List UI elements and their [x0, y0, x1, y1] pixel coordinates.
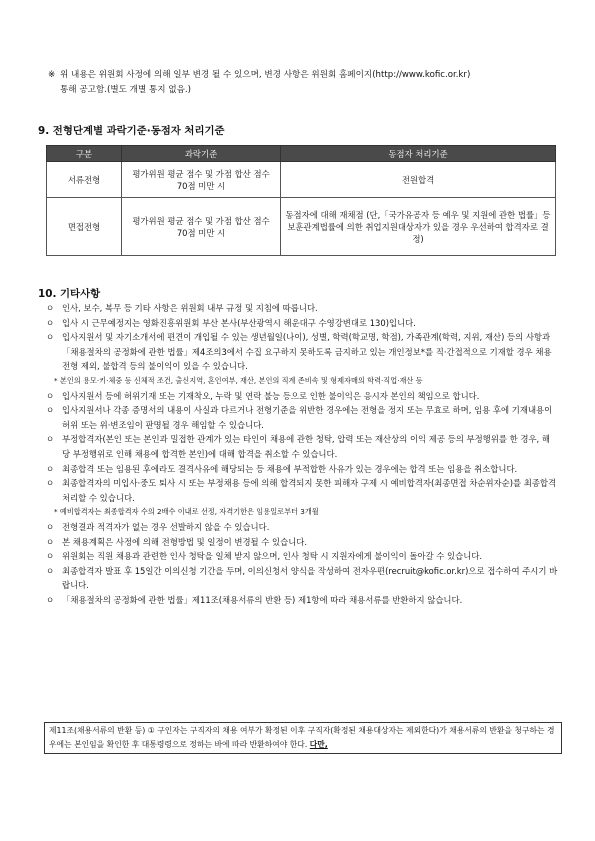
bullet: ㅇ — [46, 478, 55, 489]
list-item-text: 본 채용계획은 사정에 의해 전형방법 및 일정이 변경될 수 있습니다. — [62, 536, 308, 547]
cell-stage: 면접전형 — [47, 198, 122, 256]
bullet: ㅇ — [46, 551, 55, 562]
notice-line-1: 위 내용은 위원회 사정에 의해 일부 변경 될 수 있으며, 변경 사항은 위원회 홈페이지(http://www.kofic.or.kr) — [60, 70, 471, 80]
header-cutoff: 과락기준 — [122, 146, 281, 162]
list-item-text: 인사, 보수, 복무 등 기타 사항은 위원회 내부 규정 및 지침에 따릅니다. — [62, 303, 318, 313]
cell-cutoff: 평가위원 평균 점수 및 가점 합산 점수 70점 미만 시 — [122, 198, 281, 256]
cell-cutoff: 평가위원 평균 점수 및 가점 합산 점수 70점 미만 시 — [122, 162, 281, 198]
notice-paragraph — [48, 68, 560, 98]
list-item — [46, 549, 558, 564]
list-item — [46, 330, 558, 374]
table-row — [47, 198, 556, 256]
list-item — [46, 535, 558, 550]
list-item — [46, 301, 558, 316]
list-item-text: 최종합격 또는 임용된 후에라도 결격사유에 해당되는 등 채용에 부적합한 사유가 있는 경우에는 합격 또는 임용을 취소합니다. — [62, 463, 518, 474]
cell-tie: 전원합격 — [281, 162, 556, 198]
list-item-text: 최종합격자 발표 후 15일간 이의신청 기간을 두며, 이의신청서 양식을 작성하여 전자우편(recruit@kofic.or.kr)으로 접수하여 주시기 바랍니다. — [62, 565, 558, 591]
list-item — [46, 432, 558, 461]
cell-tie: 동점자에 대해 재채점 (단,「국가유공자 등 예우 및 지원에 관한 법률」등 보훈관계법률에 의한 취업지원대상자가 있을 경우 우선하여 합격자로 결정) — [281, 198, 556, 256]
list-item — [46, 462, 558, 477]
bullet: ㅇ — [46, 565, 55, 576]
header-stage: 구분 — [47, 146, 122, 162]
bullet: ㅇ — [46, 521, 55, 532]
list-item — [46, 564, 558, 593]
bullet: ㅇ — [46, 317, 55, 328]
list-item — [46, 593, 558, 608]
bullet: ㅇ — [46, 434, 55, 445]
list-item-text: 「채용절차의 공정화에 관한 법률」제11조(채용서류의 반환 등) 제1항에 따라 채용서류를 반환하지 않습니다. — [62, 594, 463, 605]
list-item — [46, 389, 558, 404]
list-item-text: 입사지원서나 각종 증명서의 내용이 사실과 다르거나 전형기준을 위반한 경우에는 전형을 정지 또는 무효로 하며, 임용 후에 기재내용이 허위 또는 위·변조임이 판명될 경우 해임할 수 있습니다. — [62, 405, 553, 430]
header-tie: 동점자 처리기준 — [281, 146, 556, 162]
table-row — [47, 162, 556, 198]
bullet: ㅇ — [46, 594, 55, 605]
bullet: ㅇ — [46, 390, 55, 401]
notice-mark: ※ — [48, 70, 56, 80]
bullet: ㅇ — [46, 405, 55, 416]
list-item — [46, 316, 558, 331]
section-10-heading: 10. 기타사항 — [38, 288, 101, 300]
list-item — [46, 520, 558, 535]
section-9-heading: 9. 전형단계별 과락기준·동점자 처리기준 — [38, 125, 225, 137]
bullet: ㅇ — [46, 303, 55, 313]
notes-list — [46, 301, 558, 607]
list-item-text: 입사지원서 및 자기소개서에 편견이 개입될 수 있는 생년월일(나이), 성별, 학력(학교명, 학점), 가족관계(학력, 지위, 재산) 등의 사항과「채용절차의 공정화에 관한 법률」제4조의3에서 수집 요구하지 못하도록 금지하고 있는 개인정보*를 직·간접적으로 기재할 경우 채용 전형 제외, 불합격 등의 불이익이 있을 수 있습니다. — [62, 332, 552, 372]
law-excerpt-box — [44, 722, 562, 754]
list-item-text: 전형결과 적격자가 없는 경우 선발하지 않을 수 있습니다. — [62, 521, 270, 532]
cell-stage: 서류전형 — [47, 162, 122, 198]
list-item — [46, 476, 558, 505]
criteria-table — [46, 145, 556, 256]
criteria-table-header — [47, 146, 556, 162]
bullet: ㅇ — [46, 536, 55, 547]
list-item-text: 위원회는 직원 채용과 관련한 인사 청탁을 일체 받지 않으며, 인사 청탁 시 지원자에게 불이익이 돌아갈 수 있습니다. — [62, 551, 483, 562]
note-personal-info: * 본인의 용모·키·체중 등 신체적 조건, 출신지역, 혼인여부, 재산, 본인의 직계 존비속 및 형제자매의 학력·직업·재산 등 — [54, 375, 423, 385]
list-item-text: 입사지원서 등에 허위기재 또는 기재착오, 누락 및 연락 불능 등으로 인한 불이익은 응시자 본인의 책임으로 합니다. — [62, 390, 480, 401]
notice-line-2: 통해 공고함.(별도 개별 통지 없음.) — [60, 85, 192, 95]
note-reserve-candidates: * 예비합격자는 최종합격자 수의 2배수 이내로 선정, 자격기한은 임용일로부터 3개월 — [54, 507, 319, 517]
list-item-text: 최종합격자의 미입사·중도 퇴사 시 또는 부정채용 등에 의해 합격되지 못한 피해자 구제 시 예비합격자(최종면접 차순위자순)를 최종합격 처리할 수 있습니다. — [62, 478, 557, 503]
bullet: ㅇ — [46, 332, 55, 343]
list-item — [46, 403, 558, 432]
law-excerpt-tail: 다만, — [309, 740, 328, 749]
list-item-text: 부정합격자(본인 또는 본인과 밀접한 관계가 있는 타인이 채용에 관한 청탁, 압력 또는 재산상의 이익 제공 등의 부정행위를 한 경우, 해당 부정행위로 인해 채용에 합격한 본인)에 대해 합격을 취소할 수 있습니다. — [62, 434, 550, 459]
law-excerpt-text: 제11조(채용서류의 반환 등) ① 구인자는 구직자의 채용 여부가 확정된 이후 구직자(확정된 채용대상자는 제외한다)가 채용서류의 반환을 청구하는 경우에는 본인임을 확인한 후 대통령령으로 정하는 바에 따라 반환하여야 한다. — [49, 726, 555, 749]
list-item-text: 입사 시 근무예정지는 영화진흥위원회 부산 본사(부산광역시 해운대구 수영강변대로 130)입니다. — [62, 317, 416, 328]
bullet: ㅇ — [46, 463, 55, 474]
